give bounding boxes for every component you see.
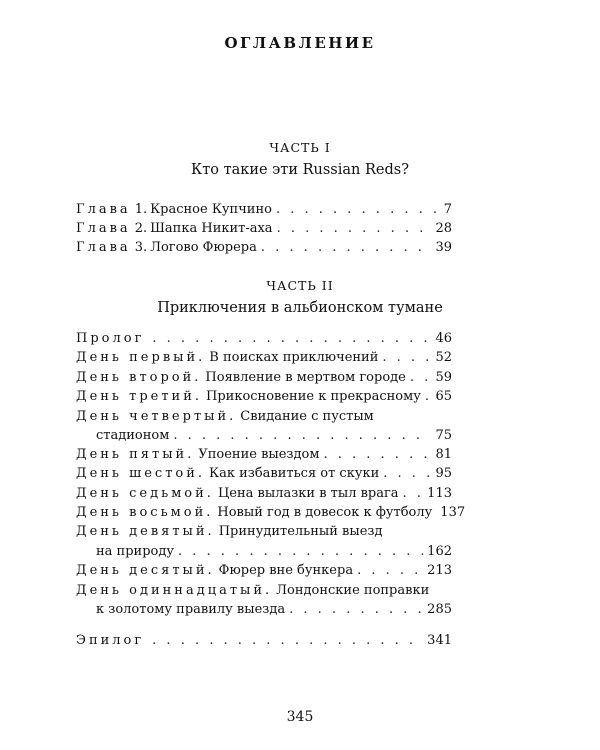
entry-page: 113 bbox=[427, 486, 452, 501]
toc-entry-epilogue[interactable] bbox=[76, 633, 452, 653]
entry-page: 75 bbox=[435, 428, 452, 443]
entry-kind: Глава bbox=[76, 202, 131, 217]
entry-page: 285 bbox=[427, 602, 452, 617]
part1-title: Кто такие эти Russian Reds? bbox=[191, 162, 409, 178]
dot-leader bbox=[289, 602, 423, 617]
dot-leader bbox=[403, 486, 424, 501]
entry-title: Принудительный выезд bbox=[218, 524, 383, 539]
entry-title: Красное Купчино bbox=[150, 202, 272, 217]
entry-page: 28 bbox=[435, 221, 452, 236]
entry-title: В поисках приключений bbox=[209, 350, 379, 365]
dot-leader bbox=[277, 221, 432, 236]
toc-entry-continuation[interactable] bbox=[96, 428, 452, 448]
toc-entry[interactable] bbox=[76, 389, 452, 409]
dot-leader bbox=[178, 544, 423, 559]
part1-label: ЧАСТЬ I bbox=[269, 140, 331, 155]
dot-leader bbox=[152, 633, 423, 648]
toc-entry[interactable] bbox=[76, 505, 466, 525]
entry-title: Прикосновение к прекрасному bbox=[206, 389, 421, 404]
toc-entry[interactable] bbox=[76, 350, 452, 370]
entry-kind: День шестой. bbox=[76, 466, 206, 481]
part2-label: ЧАСТЬ II bbox=[266, 278, 334, 293]
dot-leader bbox=[383, 466, 431, 481]
dot-leader bbox=[173, 428, 431, 443]
dot-leader bbox=[410, 370, 432, 385]
entry-kind: День десятый. bbox=[76, 563, 215, 578]
entry-title-cont: стадионом bbox=[96, 428, 170, 443]
entry-number: 3. bbox=[134, 240, 148, 255]
entry-title: Появление в мертвом городе bbox=[205, 370, 406, 385]
entry-title: Новый год в довесок к футболу bbox=[217, 505, 433, 520]
entry-kind: День второй. bbox=[76, 370, 202, 385]
entry-page: 213 bbox=[427, 563, 452, 578]
entry-kind: День пятый. bbox=[76, 447, 195, 462]
entry-title: Логово Фюрера bbox=[150, 240, 257, 255]
entry-page: 39 bbox=[435, 240, 452, 255]
entry-page: 81 bbox=[435, 447, 452, 462]
toc-entry[interactable] bbox=[76, 409, 452, 429]
entry-page: 65 bbox=[435, 389, 452, 404]
toc-entry[interactable] bbox=[76, 563, 452, 583]
entry-title-cont: на природу bbox=[96, 544, 174, 559]
entry-kind: День восьмой. bbox=[76, 505, 214, 520]
toc-entry[interactable] bbox=[76, 583, 452, 603]
entry-kind: День первый. bbox=[76, 350, 206, 365]
entry-kind: День четвертый. bbox=[76, 409, 237, 424]
entry-page: 95 bbox=[435, 466, 452, 481]
entry-kind: День седьмой. bbox=[76, 486, 214, 501]
entry-title: Упоение выездом bbox=[198, 447, 320, 462]
entry-title: Свидание с пустым bbox=[240, 409, 374, 424]
dot-leader bbox=[261, 240, 432, 255]
entry-page: 341 bbox=[427, 633, 452, 648]
dot-leader bbox=[425, 389, 432, 404]
entry-title: Лондонские поправки bbox=[276, 583, 430, 598]
toc-entry-continuation[interactable] bbox=[96, 544, 452, 564]
dot-leader bbox=[152, 331, 431, 346]
entry-number: 2. bbox=[134, 221, 148, 236]
toc-entry[interactable] bbox=[76, 221, 452, 241]
toc-entry[interactable] bbox=[76, 370, 452, 390]
page-number: 345 bbox=[286, 709, 314, 725]
entry-page: 52 bbox=[435, 350, 452, 365]
dot-leader bbox=[382, 350, 431, 365]
entry-page: 46 bbox=[435, 331, 452, 346]
entry-title: Шапка Никит-аха bbox=[150, 221, 273, 236]
entry-page: 59 bbox=[435, 370, 452, 385]
entry-kind: День третий. bbox=[76, 389, 202, 404]
dot-leader bbox=[276, 202, 440, 217]
part2-title: Приключения в альбионском тумане bbox=[157, 300, 443, 316]
toc-entry[interactable] bbox=[76, 486, 452, 506]
entry-page: 137 bbox=[440, 505, 466, 520]
entry-title: Цена вылазки в тыл врага bbox=[217, 486, 399, 501]
entry-title-cont: к золотому правилу выезда bbox=[96, 602, 286, 617]
toc-heading: ОГЛАВЛЕНИЕ bbox=[224, 34, 376, 52]
toc-entry[interactable] bbox=[76, 331, 452, 351]
entry-title: Фюрер вне бункера bbox=[218, 563, 354, 578]
entry-kind: Пролог bbox=[76, 331, 145, 346]
toc-entry[interactable] bbox=[76, 240, 452, 260]
entry-kind: День девятый. bbox=[76, 524, 215, 539]
entry-number: 1. bbox=[134, 202, 148, 217]
entry-kind: День одиннадцатый. bbox=[76, 583, 273, 598]
entry-page: 162 bbox=[427, 544, 452, 559]
toc-entry[interactable] bbox=[76, 202, 452, 222]
toc-entry[interactable] bbox=[76, 466, 452, 486]
entry-page: 7 bbox=[443, 202, 452, 217]
dot-leader bbox=[323, 447, 431, 462]
entry-kind: Глава bbox=[76, 240, 131, 255]
toc-entry-continuation[interactable] bbox=[96, 602, 452, 622]
dot-leader bbox=[357, 563, 423, 578]
toc-entry[interactable] bbox=[76, 447, 452, 467]
entry-title: Как избавиться от скуки bbox=[209, 466, 380, 481]
toc-entry[interactable] bbox=[76, 524, 452, 544]
entry-kind: Глава bbox=[76, 221, 131, 236]
entry-kind: Эпилог bbox=[76, 633, 145, 648]
